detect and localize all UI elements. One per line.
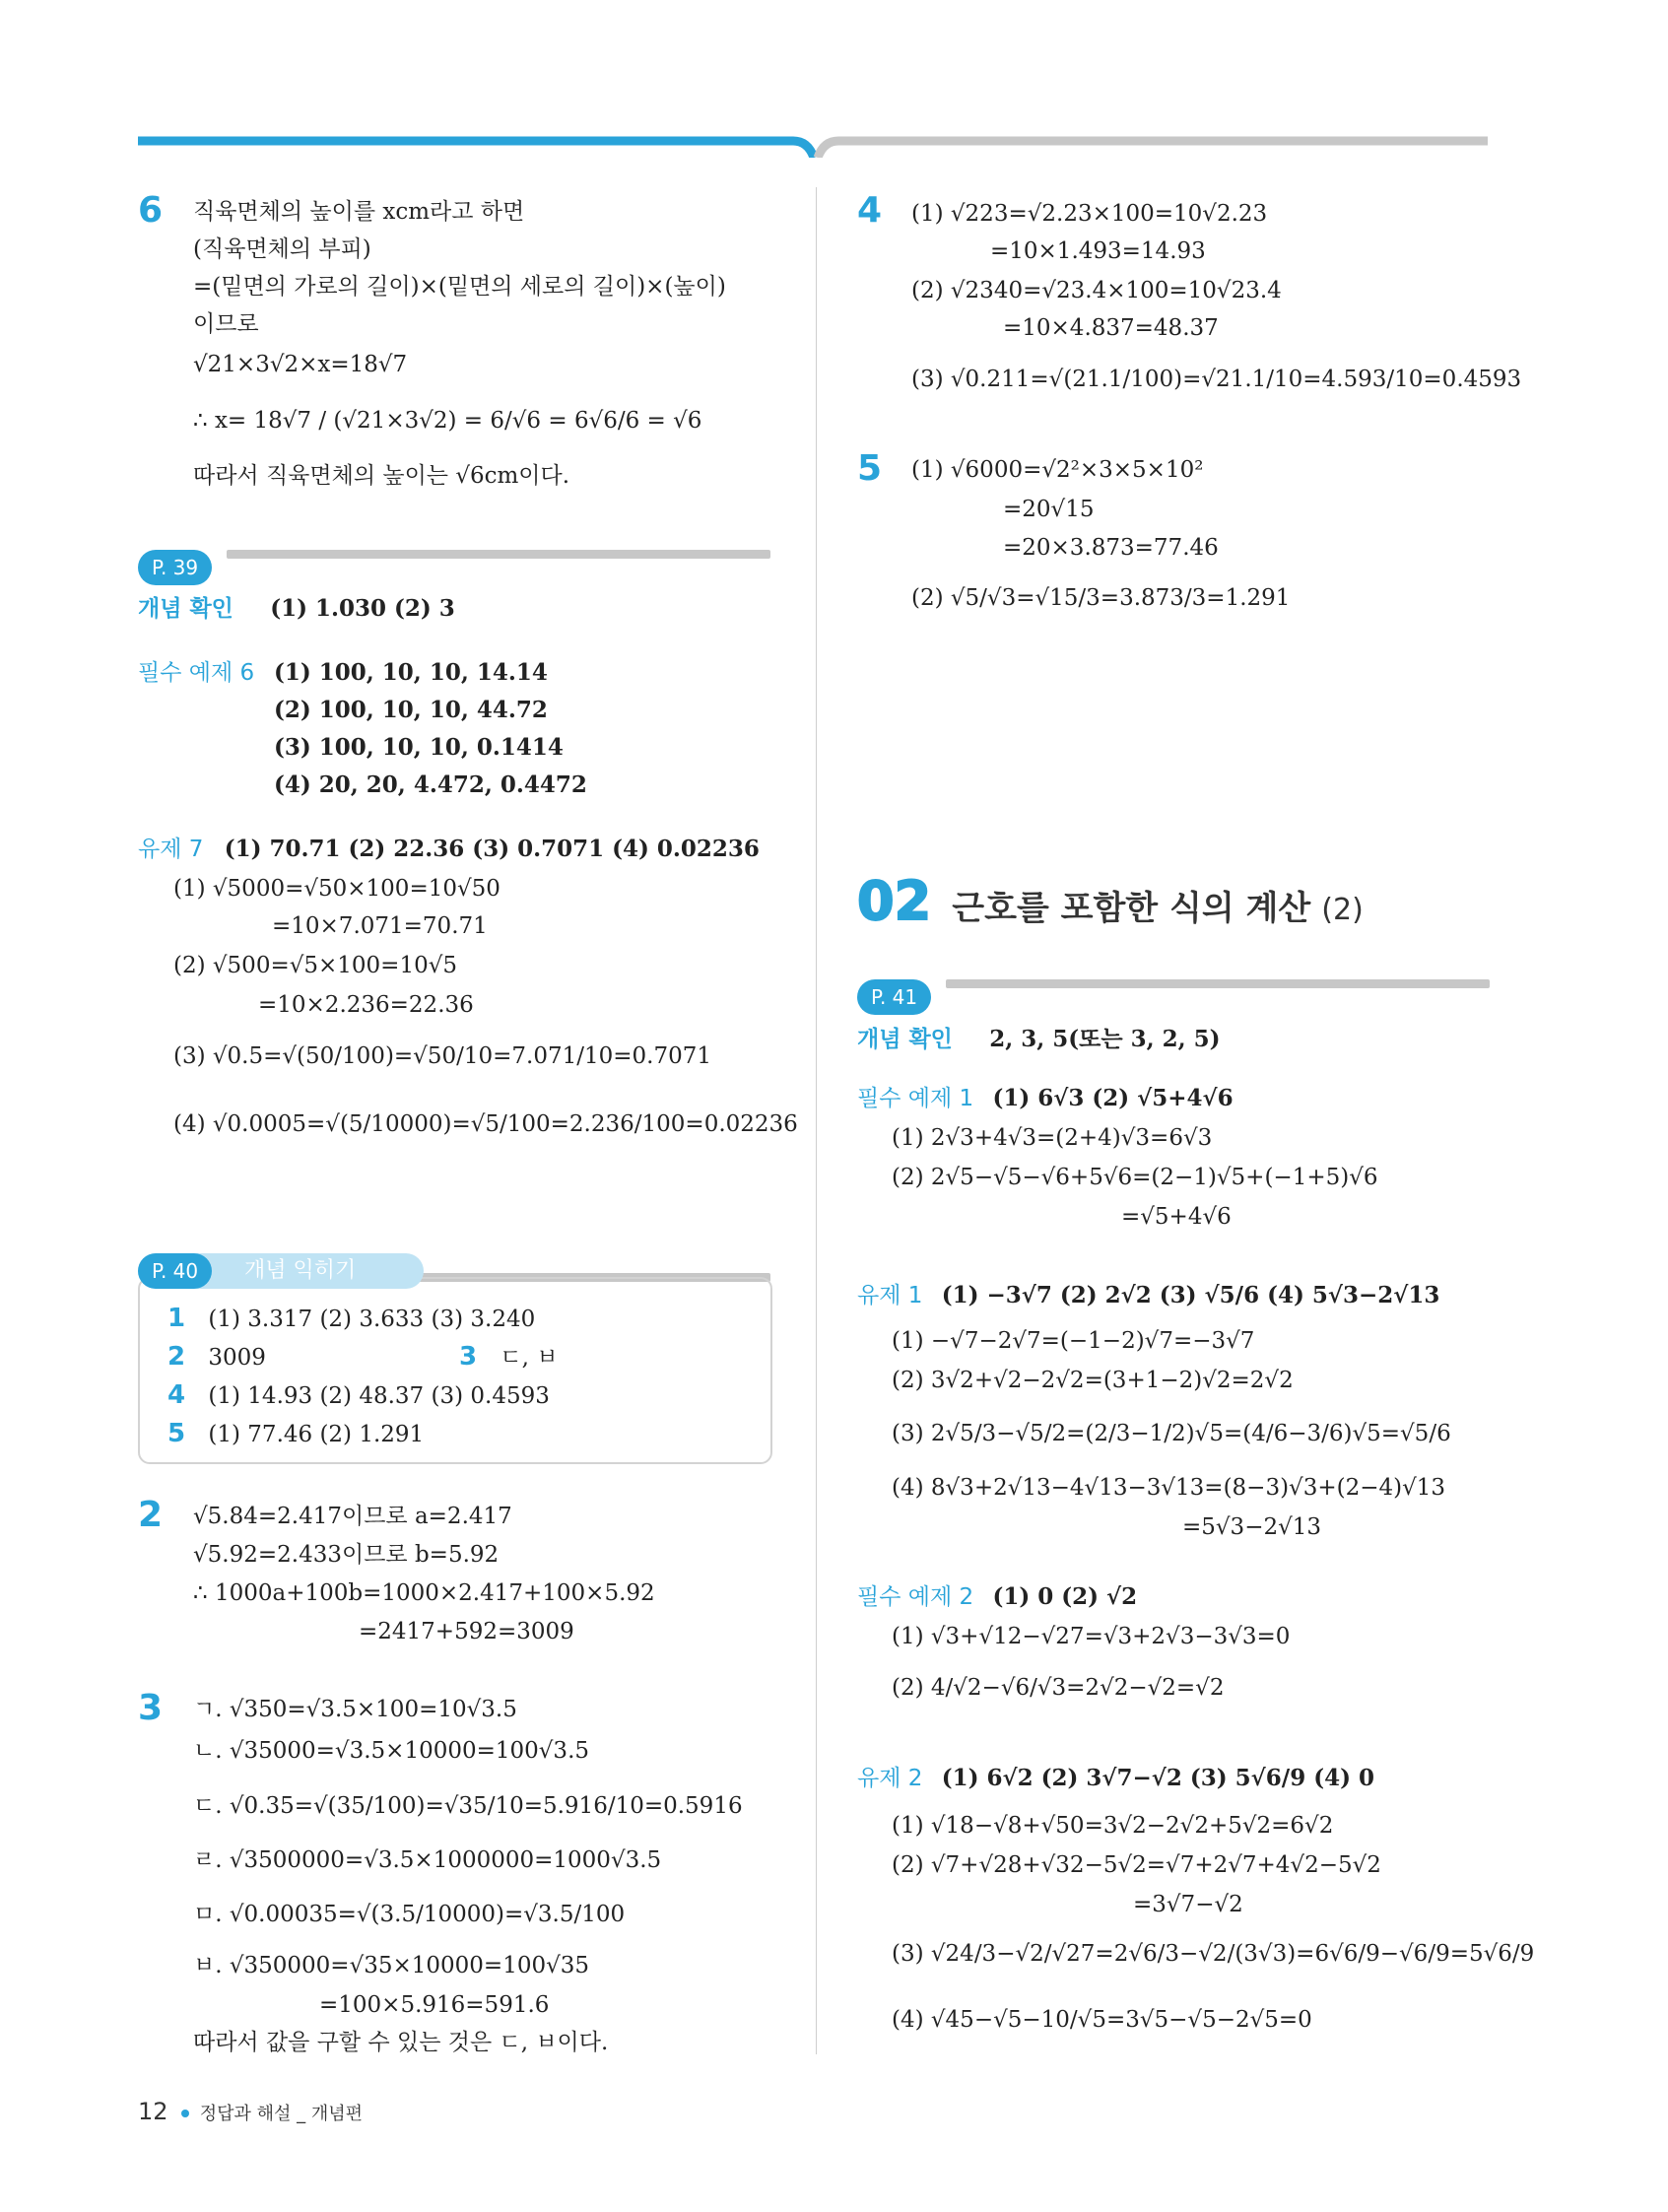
example-answer: (1) 6√3 (2) √5+4√6 xyxy=(992,1085,1234,1111)
exercise-answer-row xyxy=(138,835,760,864)
section-heading xyxy=(857,872,1364,931)
q3-line: ㄴ. √35000=√3.5×10000=100√3.5 xyxy=(193,1738,590,1764)
section-rule xyxy=(227,550,770,559)
question-number: 5 xyxy=(857,448,883,489)
solution-line: (1) √18−√8+√50=3√2−2√2+5√2=6√2 xyxy=(892,1813,1334,1839)
header-rule xyxy=(0,0,1668,158)
exercise-label: 유제 2 xyxy=(857,1766,923,1791)
page-pill: P. 40 xyxy=(138,1253,212,1289)
box-row xyxy=(167,1304,535,1334)
section-title: 근호를 포함한 식의 계산 xyxy=(952,889,1311,928)
box-row-text: (1) 77.46 (2) 1.291 xyxy=(208,1422,425,1447)
concept-answer: (1) 1.030 (2) 3 xyxy=(270,595,455,622)
box-row-num: 5 xyxy=(167,1419,186,1448)
example-label: 필수 예제 6 xyxy=(138,660,255,686)
solution-line: (1) 2√3+4√3=(2+4)√3=6√3 xyxy=(892,1125,1213,1151)
q5-line: =20×3.873=77.46 xyxy=(1003,535,1219,561)
concept-label: 개념 확인 xyxy=(138,596,234,622)
question-number: 2 xyxy=(138,1495,164,1535)
solution-line: (2) √500=√5×100=10√5 xyxy=(173,953,458,978)
q3-line: ㅂ. √350000=√35×10000=100√35 xyxy=(193,1953,590,1978)
q2-line: ∴ 1000a+100b=1000×2.417+100×5.92 xyxy=(193,1580,655,1606)
q4-line: =10×4.837=48.37 xyxy=(1003,315,1219,341)
example-label: 필수 예제 2 xyxy=(857,1584,974,1610)
solution-line: (3) 2√5/3−√5/2=(2/3−1/2)√5=(4/6−3/6)√5=√5/6 xyxy=(892,1421,1451,1446)
solution-line: (1) −√7−2√7=(−1−2)√7=−3√7 xyxy=(892,1328,1255,1354)
box-row xyxy=(167,1342,266,1373)
section-number: 02 xyxy=(857,870,932,932)
q6-line: 따라서 직육면체의 높이는 √6cm이다. xyxy=(193,463,570,489)
page-pill: P. 39 xyxy=(138,550,212,585)
section-rule xyxy=(946,979,1490,988)
solution-line: =3√7−√2 xyxy=(1133,1892,1243,1917)
solution-line: =√5+4√6 xyxy=(1121,1204,1232,1230)
solution-line: (3) √24/3−√2/√27=2√6/3−√2/(3√3)=6√6/9−√6/9=5√6/9 xyxy=(892,1941,1535,1967)
solution-line: (3) √0.5=√(50/100)=√50/10=7.071/10=0.7071 xyxy=(173,1043,712,1069)
q2-line: √5.84=2.417이므로 a=2.417 xyxy=(193,1504,512,1529)
q6-line: (직육면체의 부피) xyxy=(193,236,371,262)
box-row-text: (1) 14.93 (2) 48.37 (3) 0.4593 xyxy=(208,1383,550,1409)
solution-line: (4) √0.0005=√(5/10000)=√5/100=2.236/100=0.02236 xyxy=(173,1111,798,1137)
q3-line: ㅁ. √0.00035=√(3.5/10000)=√3.5/100 xyxy=(193,1902,626,1927)
solution-line: =10×2.236=22.36 xyxy=(258,992,474,1018)
q6-line: √21×3√2×x=18√7 xyxy=(193,352,408,377)
solution-line: (4) 8√3+2√13−4√13−3√13=(8−3)√3+(2−4)√13 xyxy=(892,1475,1446,1501)
solution-line: =5√3−2√13 xyxy=(1182,1514,1322,1540)
solution-line: (2) √7+√28+√32−5√2=√7+2√7+4√2−5√2 xyxy=(892,1852,1381,1878)
q6-line: 이므로 xyxy=(193,311,259,337)
page-number: 12 xyxy=(138,2098,168,2125)
section-part: (2) xyxy=(1321,893,1364,927)
solution-line: (2) 4/√2−√6/√3=2√2−√2=√2 xyxy=(892,1675,1225,1701)
exercise-label: 유제 1 xyxy=(857,1283,923,1308)
box-tab: 개념 익히기 xyxy=(244,1258,357,1283)
concept-label: 개념 확인 xyxy=(857,1027,953,1052)
q4-line: (3) √0.211=√(21.1/100)=√21.1/10=4.593/10=0.4593 xyxy=(911,367,1522,392)
box-row xyxy=(167,1419,424,1449)
box-row xyxy=(459,1342,558,1373)
q3-line: ㄹ. √3500000=√3.5×1000000=1000√3.5 xyxy=(193,1847,662,1873)
concept-check xyxy=(857,1025,1221,1054)
q5-line: (2) √5/√3=√15/3=3.873/3=1.291 xyxy=(911,585,1291,611)
question-number: 3 xyxy=(138,1688,164,1728)
q6-line: 직육면체의 높이를 xcm라고 하면 xyxy=(193,199,525,225)
q4-line: (2) √2340=√23.4×100=10√23.4 xyxy=(911,278,1282,303)
solution-line: (4) √45−√5−10/√5=3√5−√5−2√5=0 xyxy=(892,2007,1312,2033)
box-row-num: 3 xyxy=(459,1342,478,1372)
example-answer: (1) 100, 10, 10, 14.14 xyxy=(274,659,548,686)
solution-line: (2) 2√5−√5−√6+5√6=(2−1)√5+(−1+5)√6 xyxy=(892,1165,1378,1190)
exercise-answer: (1) −3√7 (2) 2√2 (3) √5/6 (4) 5√3−2√13 xyxy=(941,1282,1440,1308)
book-title: 정답과 해설 _ 개념편 xyxy=(199,2104,364,2124)
concept-answer: 2, 3, 5(또는 3, 2, 5) xyxy=(989,1026,1221,1052)
exercise-label: 유제 7 xyxy=(138,837,204,862)
exercise-answer: (1) 70.71 (2) 22.36 (3) 0.7071 (4) 0.02236 xyxy=(224,836,760,862)
footer xyxy=(138,2097,363,2129)
q3-line: ㄱ. √350=√3.5×100=10√3.5 xyxy=(193,1697,517,1722)
concept-check xyxy=(138,594,455,624)
q2-line: =2417+592=3009 xyxy=(359,1619,574,1644)
question-number: 6 xyxy=(138,190,164,231)
q4-line: =10×1.493=14.93 xyxy=(990,238,1206,264)
box-row xyxy=(167,1380,550,1411)
solution-line: (1) √3+√12−√27=√3+2√3−3√3=0 xyxy=(892,1624,1291,1649)
q4-line: (1) √223=√2.23×100=10√2.23 xyxy=(911,201,1268,227)
column-divider xyxy=(816,187,817,2054)
exercise-answer: (1) 6√2 (2) 3√7−√2 (3) 5√6/9 (4) 0 xyxy=(941,1765,1374,1791)
exercise-answer-row xyxy=(857,1764,1374,1793)
q6-line: =(밑면의 가로의 길이)×(밑면의 세로의 길이)×(높이) xyxy=(193,274,726,300)
solution-line: =10×7.071=70.71 xyxy=(272,913,488,939)
box-row-num: 4 xyxy=(167,1380,186,1410)
example-answer: (1) 0 (2) √2 xyxy=(992,1583,1138,1610)
q3-line: ㄷ. √0.35=√(35/100)=√35/10=5.916/10=0.5916 xyxy=(193,1793,743,1819)
example-answer: (4) 20, 20, 4.472, 0.4472 xyxy=(274,771,587,798)
box-row-text: ㄷ, ㅂ xyxy=(500,1345,559,1371)
q5-line: (1) √6000=√2²×3×5×10² xyxy=(911,457,1204,483)
question-number: 4 xyxy=(857,190,883,231)
bullet-icon xyxy=(181,2110,189,2117)
q3-line: =100×5.916=591.6 xyxy=(319,1992,550,2018)
page-pill: P. 41 xyxy=(857,979,931,1015)
q2-line: √5.92=2.433이므로 b=5.92 xyxy=(193,1542,500,1568)
exercise-answer-row xyxy=(857,1281,1439,1310)
box-row-num: 1 xyxy=(167,1304,186,1333)
example-answer-row xyxy=(857,1582,1137,1612)
q3-line: 따라서 값을 구할 수 있는 것은 ㄷ, ㅂ이다. xyxy=(193,2030,609,2055)
q5-line: =20√15 xyxy=(1003,497,1095,522)
box-row-text: (1) 3.317 (2) 3.633 (3) 3.240 xyxy=(208,1307,536,1332)
box-row-num: 2 xyxy=(167,1342,186,1372)
box-row-text: 3009 xyxy=(208,1345,266,1371)
example-answer: (3) 100, 10, 10, 0.1414 xyxy=(274,734,564,761)
example-label: 필수 예제 1 xyxy=(857,1086,974,1111)
q6-line: ∴ x= 18√7 / (√21×3√2) = 6/√6 = 6√6/6 = √6 xyxy=(193,408,702,434)
example-answer: (2) 100, 10, 10, 44.72 xyxy=(274,697,548,723)
solution-line: (2) 3√2+√2−2√2=(3+1−2)√2=2√2 xyxy=(892,1368,1294,1393)
example-answer-row xyxy=(857,1084,1234,1113)
solution-line: (1) √5000=√50×100=10√50 xyxy=(173,876,500,902)
